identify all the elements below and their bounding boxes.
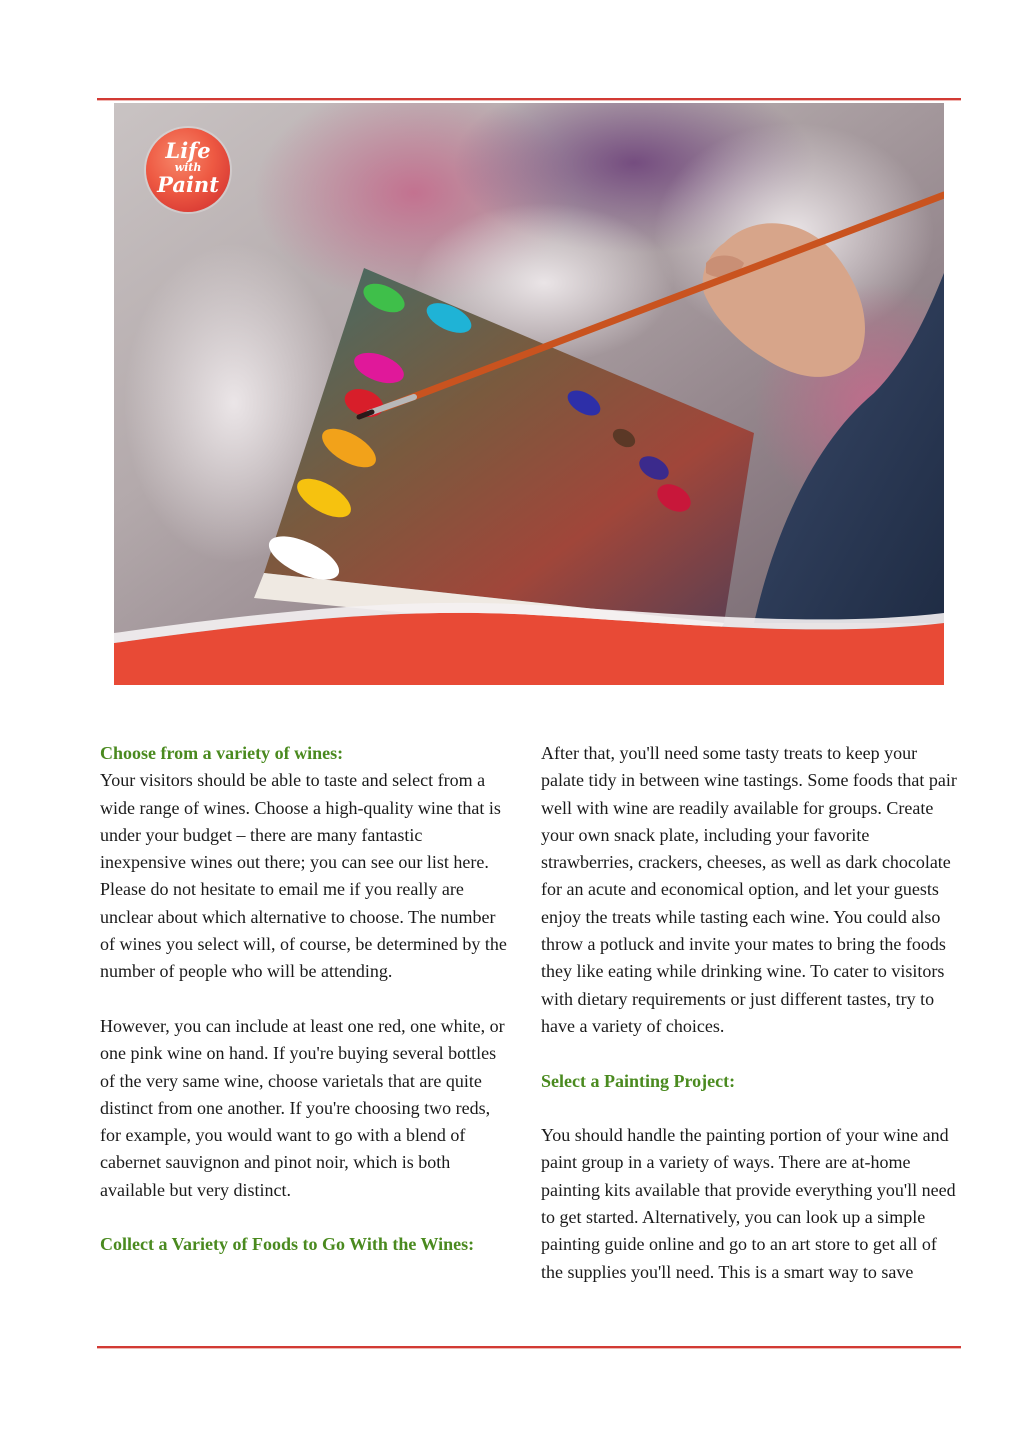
paragraph-spacer (541, 1095, 961, 1122)
heading-collect-foods: Collect a Variety of Foods to Go With the Wines: (100, 1234, 475, 1255)
paragraph-choose-wines: Your visitors should be able to taste and select from a wide range of wines. Choose a high-quality wine that is under your budget – there are many fantastic inexpensive wines out there; you can see our list here. Please do not hesitate to email me if you really are unclear about which alternative to choose. The number of wines you select will, of course, be determined by the number of people who will be attending. (100, 770, 507, 982)
brand-logo (146, 128, 230, 212)
paragraph-spacer (541, 1040, 961, 1067)
bottom-divider (97, 1346, 961, 1348)
paragraph-spacer (100, 1204, 512, 1231)
logo-text-life: Life (165, 138, 211, 163)
logo-text-with: with (174, 161, 202, 174)
hero-image (114, 103, 944, 685)
heading-choose-wines: Choose from a variety of wines: (100, 743, 344, 763)
painting-illustration (114, 103, 944, 685)
logo-text-paint: Paint (157, 172, 219, 197)
right-column (541, 740, 961, 1286)
paragraph-spacer (100, 986, 512, 1013)
paragraph-wine-variety: However, you can include at least one red, one white, or one pink wine on hand. If you're buying several bottles of the very same wine, choose varietals that are quite distinct from one another. If you're choosing two reds, for example, you would want to go with a blend of cabernet sauvignon and pinot noir, which is both available but very distinct. (100, 1015, 505, 1200)
heading-painting-project: Select a Painting Project: (541, 1070, 736, 1091)
top-divider (97, 98, 961, 100)
paragraph-tasty-treats: After that, you'll need some tasty treats to keep your palate tidy in between wine tastings. Some foods that pair well with wine are readily available for groups. Create your own snack plate, including your favorite strawberries, crackers, cheeses, as well as dark chocolate for an acute and economical option, and let your guests enjoy the treats while tasting each wine. You could also throw a potluck and invite your mates to bring the foods they like eating while drinking wine. To cater to visitors with dietary requirements or just different tastes, try to have a variety of choices. (541, 743, 957, 1036)
paragraph-painting-portion: You should handle the painting portion of your wine and paint group in a variety of ways. There are at-home painting kits available that provide everything you'll need to get started. Alternatively, you can look up a simple painting guide online and go to an art store to get all of the supplies you'll need. This is a smart way to save (541, 1125, 956, 1282)
left-column (100, 740, 512, 1259)
